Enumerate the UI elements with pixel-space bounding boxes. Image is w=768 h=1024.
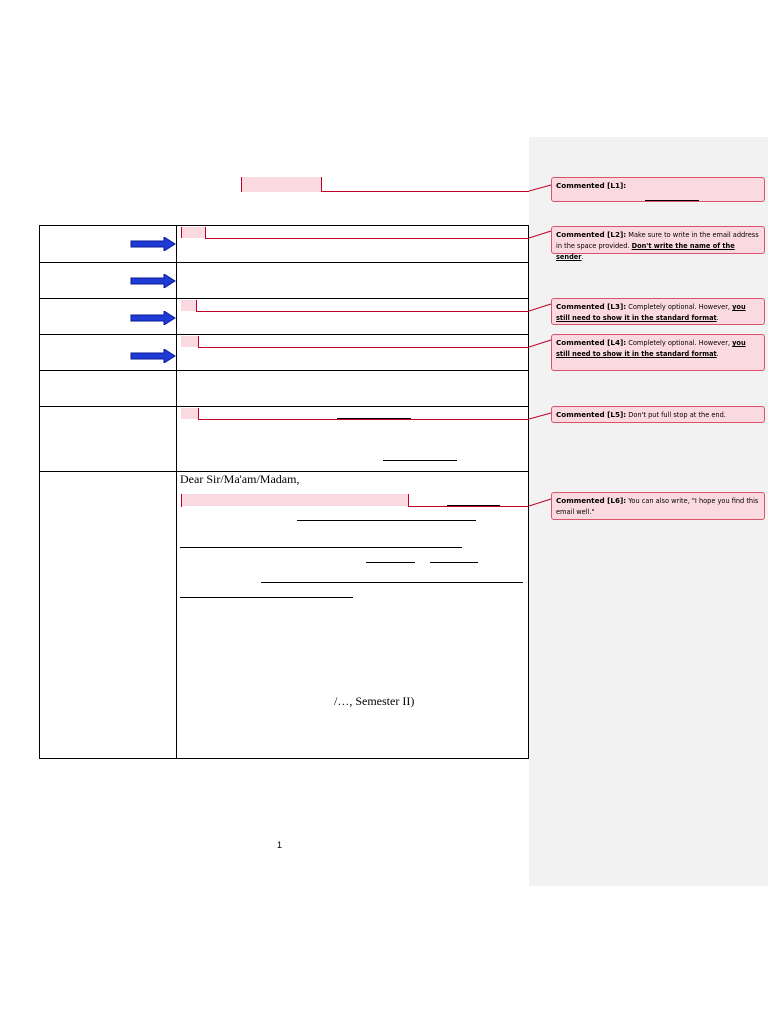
comment-text-end: .	[716, 314, 719, 322]
comment-text: Completely optional. However,	[628, 303, 733, 311]
anchor-mark-l2-end	[205, 227, 206, 239]
highlight-l5	[181, 408, 198, 419]
semester-text: /…, Semester II)	[334, 694, 415, 708]
connector-l5	[198, 419, 529, 420]
content-field-cell[interactable]	[177, 472, 529, 759]
blank-line	[366, 562, 415, 563]
comment-author: Commented [L3]:	[556, 302, 627, 311]
comment-author: Commented [L5]:	[556, 410, 627, 419]
comment-connector-l6	[529, 496, 553, 510]
comment-author: Commented [L2]:	[556, 230, 627, 239]
connector-l4	[198, 347, 529, 348]
page-number: 1	[277, 840, 283, 850]
comment-l4[interactable]	[551, 334, 765, 371]
comment-l6[interactable]	[551, 492, 765, 520]
comment-l5[interactable]	[551, 406, 765, 423]
comment-l2[interactable]	[551, 226, 765, 261]
connector-l3	[196, 311, 529, 312]
comment-author: Commented [L4]:	[556, 338, 627, 347]
highlight-l4	[181, 336, 198, 347]
anchor-mark-l1-end	[321, 177, 322, 192]
subject-label-cell	[40, 407, 177, 472]
comment-emphasis: you still need to show it in the standard format	[556, 303, 746, 322]
bcc-label-cell	[40, 299, 177, 335]
comment-author: Commented [L6]:	[556, 496, 627, 505]
title-highlight	[241, 177, 321, 192]
highlight-l6	[181, 494, 408, 506]
comment-l3[interactable]	[551, 298, 765, 325]
content-label-cell	[40, 472, 177, 759]
blank-line	[337, 418, 411, 419]
blank-line	[261, 582, 523, 583]
comment-text-end: .	[581, 253, 584, 261]
blank-line	[180, 547, 462, 548]
subject-field-cell[interactable]	[177, 407, 529, 472]
comment-text: Completely optional. However,	[628, 339, 733, 347]
comment-emphasis: you still need to show it in the standard format	[556, 339, 746, 358]
attachment-label-cell	[40, 335, 177, 371]
anchor-mark-l2	[181, 227, 182, 238]
cc-label-cell	[40, 263, 177, 299]
blank-line	[383, 460, 457, 461]
cc-field-cell[interactable]	[177, 263, 529, 299]
blank-line	[645, 200, 699, 201]
comment-emphasis: Don't write the name of the sender	[556, 242, 735, 261]
to-label-cell	[40, 226, 177, 263]
blank-line	[430, 562, 478, 563]
anchor-mark-l1	[241, 177, 242, 192]
arrow-right-icon	[130, 274, 176, 288]
highlight-l3	[181, 300, 196, 311]
connector-l2	[205, 238, 529, 239]
bcc-field-cell[interactable]	[177, 299, 529, 335]
blank-line	[447, 505, 500, 506]
comment-text-end: .	[716, 350, 719, 358]
connector-l6	[408, 506, 529, 507]
arrow-right-icon	[130, 349, 176, 363]
date-field-cell[interactable]	[177, 371, 529, 407]
date-label-cell	[40, 371, 177, 407]
comment-author: Commented [L1]:	[556, 181, 627, 190]
comment-text: Make sure to write in the email address in the space provided.	[556, 231, 759, 250]
attachment-field-cell[interactable]	[177, 335, 529, 371]
comment-connectors	[529, 180, 553, 420]
salutation: Dear Sir/Ma'am/Madam,	[180, 472, 300, 486]
arrow-right-icon	[130, 311, 176, 325]
comment-text: You can also write, "I hope you find this email well."	[556, 497, 759, 516]
to-field-cell[interactable]	[177, 226, 529, 263]
comment-l1[interactable]	[551, 177, 765, 202]
email-form-table	[39, 225, 529, 759]
arrow-right-icon	[130, 237, 176, 251]
anchor-mark-l6	[181, 494, 182, 507]
comment-text: Don't put full stop at the end.	[628, 411, 726, 419]
connector-l1	[321, 191, 529, 192]
blank-line	[180, 597, 353, 598]
blank-line	[297, 520, 476, 521]
highlight-l2	[181, 227, 205, 238]
